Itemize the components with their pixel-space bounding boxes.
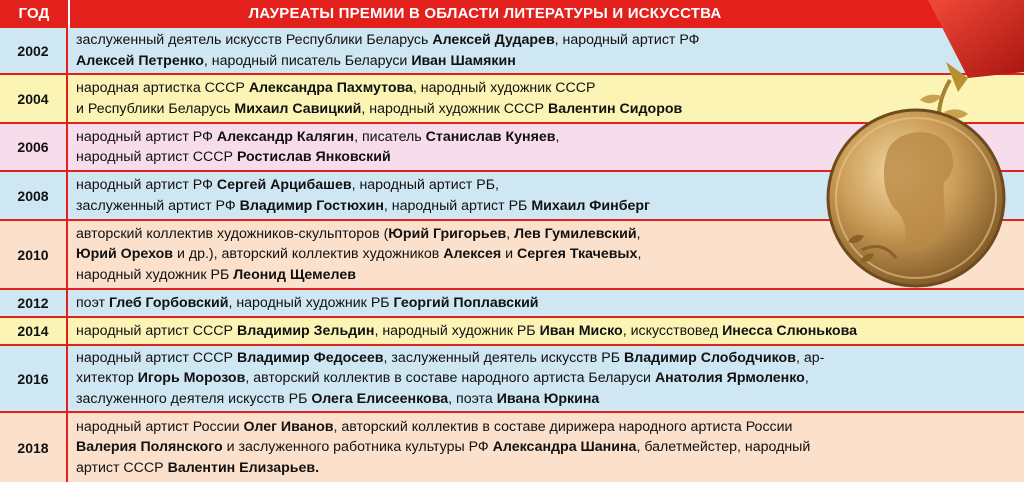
table-row — [0, 221, 1024, 288]
laureate-title: заслуженный деятель искусств Республики Беларусь — [76, 32, 433, 48]
laureate-title: , народный артист РБ, — [351, 177, 499, 193]
laureate-title: заслуженный артист РФ — [76, 197, 240, 214]
row-laureates — [76, 221, 1020, 288]
laureate-title: , — [804, 370, 809, 387]
text-line — [76, 389, 1020, 410]
laureate-name: Владимир Слободчиков — [624, 349, 796, 366]
laureate-title: , заслуженный деятель искусств РБ — [383, 349, 624, 366]
laureate-title: хитектор — [76, 370, 138, 387]
laureate-title: , народный художник СССР — [361, 100, 548, 117]
table-row — [0, 290, 1024, 316]
laureate-name: Александра Пахмутова — [248, 80, 413, 96]
row-laureates — [76, 290, 1020, 316]
laureate-title: , народный артист РФ — [554, 32, 700, 48]
laureate-name: Юрий Орехов — [76, 246, 174, 263]
laureate-name: Владимир Зельдин — [236, 322, 375, 339]
text-line — [76, 147, 1020, 168]
table-row — [0, 124, 1024, 170]
laureate-title: , авторский коллектив в составе народного артиста Беларуси — [245, 370, 655, 387]
laureate-title: заслуженного деятеля искусств РБ — [76, 390, 312, 407]
text-line — [76, 321, 1020, 342]
laureate-name: Анатолия Ярмоленко — [654, 370, 805, 387]
text-line — [76, 30, 1020, 51]
laureate-title: народный артист СССР — [76, 149, 237, 165]
text-line — [76, 348, 1020, 369]
table-row — [0, 413, 1024, 482]
laureate-name: Михаил Савицкий — [234, 100, 362, 117]
header-year: ГОД — [0, 0, 70, 28]
laureate-name: Георгий Поплавский — [393, 294, 539, 311]
row-laureates — [76, 413, 1020, 482]
text-line — [76, 78, 1020, 99]
laureate-title: артист СССР — [76, 459, 168, 476]
row-laureates — [76, 28, 1020, 73]
table-row — [0, 28, 1024, 73]
laureate-name: Инесса Слюнькова — [722, 322, 858, 339]
laureate-name: Лев Гумилевский — [514, 225, 637, 242]
laureate-title: авторский коллектив художников-скульпторов ( — [76, 225, 389, 242]
text-line — [76, 224, 1020, 245]
laureate-title: , народный художник СССР — [412, 80, 596, 96]
laureate-name: Александра Шанина — [492, 439, 637, 456]
text-line — [76, 368, 1020, 389]
laureate-title: и Республики Беларусь — [76, 100, 235, 117]
text-line — [76, 127, 1020, 148]
laureate-title: , народный художник РБ — [374, 322, 540, 339]
laureate-name: Владимир Федосеев — [236, 349, 384, 366]
laureate-title: , балетмейстер, народный — [636, 439, 811, 456]
laureate-name: Владимир Гостюхин — [239, 197, 384, 214]
table-row — [0, 172, 1024, 219]
text-line — [76, 437, 1020, 458]
row-year: 2010 — [0, 221, 68, 288]
laureate-name: Валентин Елизарьев. — [167, 459, 320, 476]
laureate-name: Валерия Полянского — [76, 439, 223, 456]
text-line — [76, 99, 1020, 120]
laureate-title: народный артист СССР — [76, 349, 237, 366]
laureate-title: , — [555, 128, 560, 145]
laureate-name: Ивана Юркина — [496, 390, 600, 407]
laureate-name: Леонид Щемелев — [233, 266, 356, 283]
laureate-title: , писатель — [354, 128, 426, 145]
laureate-title: народный артист СССР — [76, 322, 237, 339]
row-laureates — [76, 318, 1020, 344]
laureate-name: Михаил Финберг — [531, 197, 650, 214]
laureate-name: Алексей Дударев — [432, 32, 555, 48]
laureate-name: Олег Иванов — [243, 418, 334, 435]
laureate-title: народная артистка СССР — [76, 80, 249, 96]
row-year: 2002 — [0, 28, 68, 73]
text-line — [76, 458, 1020, 479]
row-year: 2016 — [0, 346, 68, 411]
laureate-title: народный художник РБ — [76, 266, 234, 283]
laureate-title: народный артист РФ — [76, 128, 217, 145]
laureate-name: Сергея Ткачевых — [517, 246, 638, 263]
row-year: 2008 — [0, 172, 68, 219]
row-laureates — [76, 346, 1020, 411]
laureate-title: и заслуженного работника культуры РФ — [222, 439, 493, 456]
row-laureates — [76, 124, 1020, 170]
laureate-title: народный артист РФ — [76, 177, 217, 193]
row-year: 2004 — [0, 75, 68, 122]
header-title: ЛАУРЕАТЫ ПРЕМИИ В ОБЛАСТИ ЛИТЕРАТУРЫ И ИСКУССТВА — [248, 5, 722, 22]
text-line — [76, 51, 1020, 72]
text-line — [76, 175, 1020, 196]
row-laureates — [76, 75, 1020, 122]
text-line — [76, 417, 1020, 438]
text-line — [76, 265, 1020, 286]
row-year: 2014 — [0, 318, 68, 344]
row-laureates — [76, 172, 1020, 219]
table-row — [0, 318, 1024, 344]
laureate-name: Игорь Морозов — [137, 370, 246, 387]
laureate-name: Сергей Арцибашев — [216, 177, 352, 193]
laureate-title: , — [637, 246, 642, 263]
laureate-title: народный артист России — [76, 418, 244, 435]
laureate-title: , — [636, 225, 641, 242]
laureate-name: Валентин Сидоров — [547, 100, 683, 117]
laureate-name: Станислав Куняев — [425, 128, 556, 145]
laureate-name: Александр Калягин — [216, 128, 355, 145]
laureate-title: , народный писатель Беларуси — [203, 52, 412, 69]
laureate-title: , народный художник РБ — [228, 294, 394, 311]
laureate-name: Алексея — [443, 246, 502, 263]
text-line — [76, 244, 1020, 265]
laureate-name: Юрий Григорьев — [388, 225, 507, 242]
laureate-name: Иван Шамякин — [411, 52, 516, 69]
laureate-title: , авторский коллектив в составе дирижера народного артиста России — [333, 418, 793, 435]
laureate-title: и др.), авторский коллектив художников — [173, 246, 444, 263]
table-row — [0, 75, 1024, 122]
table-row — [0, 346, 1024, 411]
text-line — [76, 196, 1020, 217]
row-year: 2012 — [0, 290, 68, 316]
laureate-name: Глеб Горбовский — [108, 294, 229, 311]
table-header — [0, 0, 1024, 28]
laureate-title: , поэта — [448, 390, 497, 407]
laureate-title: , ар- — [795, 349, 825, 366]
laureate-name: Ростислав Янковский — [236, 149, 391, 165]
laureate-title: , искусствовед — [622, 322, 723, 339]
row-year: 2006 — [0, 124, 68, 170]
row-year: 2018 — [0, 413, 68, 482]
text-line — [76, 293, 1020, 314]
laureate-name: Иван Миско — [539, 322, 623, 339]
laureate-title: поэт — [76, 294, 109, 311]
laureate-name: Олега Елисеенкова — [311, 390, 449, 407]
laureate-title: , — [506, 225, 515, 242]
laureate-title: и — [501, 246, 517, 263]
laureate-title: , народный артист РБ — [383, 197, 532, 214]
laureate-name: Алексей Петренко — [76, 52, 204, 69]
